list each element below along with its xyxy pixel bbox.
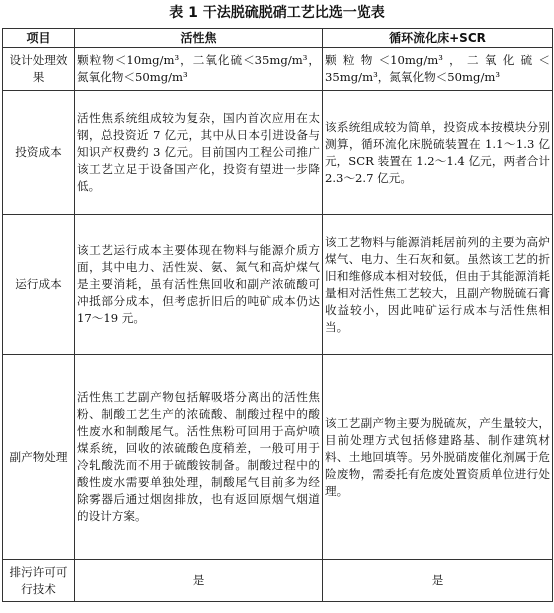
table-title: 表 1 干法脱硫脱硝工艺比选一览表 (169, 5, 385, 21)
row-label: 排污许可可行技术 (3, 560, 75, 602)
table-row (3, 560, 553, 602)
table-row (3, 48, 553, 91)
cell-cfb-scr: 该工艺物料与能源消耗居前列的主要为高炉煤气、电力、生石灰和氨。虽然该工艺的折旧和维修成本相对较低，但由于其能源消耗量相对活性焦工艺较大，且副产物脱硫石膏收益较小，因此吨矿运行成本与活性焦相当。 (323, 215, 553, 355)
cell-activated-coke: 活性焦工艺副产物包括解吸塔分离出的活性焦粉、制酸工艺生产的浓硫酸、制酸过程中的酸性废水和制酸尾气。活性焦粉可回用于高炉喷煤系统，回收的浓硫酸色度稍差，一般可用于冷轧酸洗而不用于硫酸铵制备。制酸过程中的酸性废水需要单独处理，制酸尾气目前多为经除雾器后通过烟囱排放，也有返回原烟气烟道的设计方案。 (75, 355, 323, 560)
row-label: 设计处理效果 (3, 48, 75, 91)
header-cfb-scr: 循环流化床+SCR (323, 29, 553, 48)
cell-cfb-scr: 该工艺副产物主要为脱硫灰，产生量较大，目前处理方式包括修建路基、制作建筑材料、土地回填等。另外脱硝废催化剂属于危险废物，需委托有危废处置资质单位进行处理。 (323, 355, 553, 560)
cell-cfb-scr: 该系统组成较为简单，投资成本按模块分别测算，循环流化床脱硫装置在 1.1～1.3 亿元，SCR 装置在 1.2～1.4 亿元，两者合计 2.3～2.7 亿元。 (323, 91, 553, 215)
cell-cfb-scr: 是 (323, 560, 553, 602)
cell-activated-coke: 是 (75, 560, 323, 602)
row-label: 运行成本 (3, 215, 75, 355)
cell-activated-coke: 活性焦系统组成较为复杂，国内首次应用在太钢，总投资近 7 亿元，其中从日本引进设备与知识产权费约 3 亿元。目前国内工程公司推广该工艺立足于设备国产化，投资有望进一步降低。 (75, 91, 323, 215)
header-activated-coke: 活性焦 (75, 29, 323, 48)
comparison-table (2, 28, 553, 602)
table-row (3, 355, 553, 560)
table-row (3, 91, 553, 215)
row-label: 副产物处理 (3, 355, 75, 560)
cell-cfb-scr: 颗粒物＜10mg/m³，二氧化硫＜35mg/m³，氮氧化物＜50mg/m³ (323, 48, 553, 91)
cell-activated-coke: 该工艺运行成本主要体现在物料与能源介质方面，其中电力、活性炭、氨、氮气和高炉煤气是主要消耗，虽有活性焦回收和副产浓硫酸可冲抵部分成本，但考虑折旧后的吨矿成本仍达 17～19 元。 (75, 215, 323, 355)
header-row (3, 29, 553, 48)
row-label: 投资成本 (3, 91, 75, 215)
header-item: 项目 (3, 29, 75, 48)
table-row (3, 215, 553, 355)
cell-activated-coke: 颗粒物＜10mg/m³，二氧化硫＜35mg/m³，氮氧化物＜50mg/m³ (75, 48, 323, 91)
